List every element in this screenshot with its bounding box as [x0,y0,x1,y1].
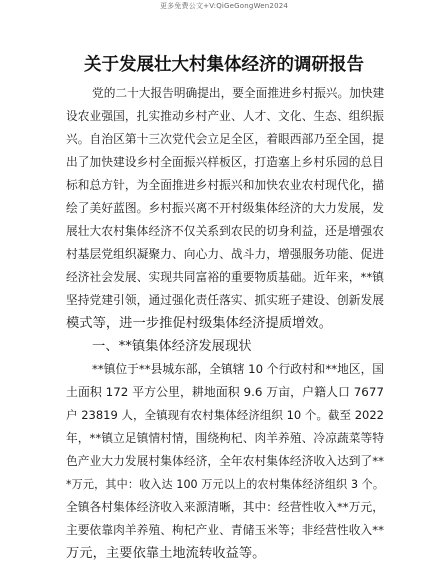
section-heading: 一、**镇集体经济发展现状 [92,339,252,354]
paragraph-line: 村基层党组织凝聚力、向心力、战斗力，增强服务功能、促进 [66,247,384,261]
paragraph-line: 模式等，进一步推促村级集体经济提质增效。 [66,316,332,331]
paragraph-line: 坚持党建引领，通过强化责任落实、抓实班子建设、创新发展 [66,293,384,307]
paragraph-line: 土面积 172 平方公里，耕地面积 9.6 万亩，户籍人口 7677 [66,385,384,399]
document-title: 关于发展壮大村集体经济的调研报告 [84,55,364,75]
paragraph-line: 年，**镇立足镇情村情，围绕枸杞、肉羊养殖、冷凉蔬菜等特 [66,431,384,445]
paragraph-line: 主要依靠肉羊养殖、枸杞产业、青储玉米等；非经营性收入** [66,523,384,537]
paragraph-line: *万元，其中：收入达 100 万元以上的农村集体经济组织 3 个。 [66,478,384,491]
paragraph-line: 全镇各村集体经济收入来源清晰，其中：经营性收入**万元， [66,500,384,514]
paragraph-line: **镇位于**县城东部，全镇辖 10 个行政村和**地区，国 [92,362,384,376]
paragraph-line: 色产业大力发展村集体经济，全年农村集体经济收入达到了** [66,454,384,468]
paragraph-line: 设农业强国，扎实推动乡村产业、人才、文化、生态、组织振 [66,109,384,123]
page-header-watermark: 更多免费公文+V:QiGeGongWen2024 [159,2,289,10]
paragraph-line: 兴。自治区第十三次党代会立足全区，着眼西部乃至全国，提 [66,132,384,146]
paragraph-line: 经济社会发展、实现共同富裕的重要物质基础。近年来，**镇 [66,270,384,284]
paragraph-line: 展壮大农村集体经济不仅关系到农民的切身利益，还是增强农 [66,224,384,238]
paragraph-line: 户 23819 人，全镇现有农村集体经济组织 10 个。截至 2022 [66,408,384,422]
paragraph-line: 万元，主要依靠土地流转收益等。 [66,546,266,561]
paragraph-line: 标和总方针，为全面推进乡村振兴和加快农业农村现代化，描 [66,178,384,192]
paragraph-line: 绘了美好蓝图。乡村振兴离不开村级集体经济的大力发展，发 [66,201,384,215]
paragraph-line: 党的二十大报告明确提出，要全面推进乡村振兴。加快建 [92,86,384,100]
paragraph-line: 出了加快建设乡村全面振兴样板区，打造塞上乡村乐园的总目 [66,155,384,169]
